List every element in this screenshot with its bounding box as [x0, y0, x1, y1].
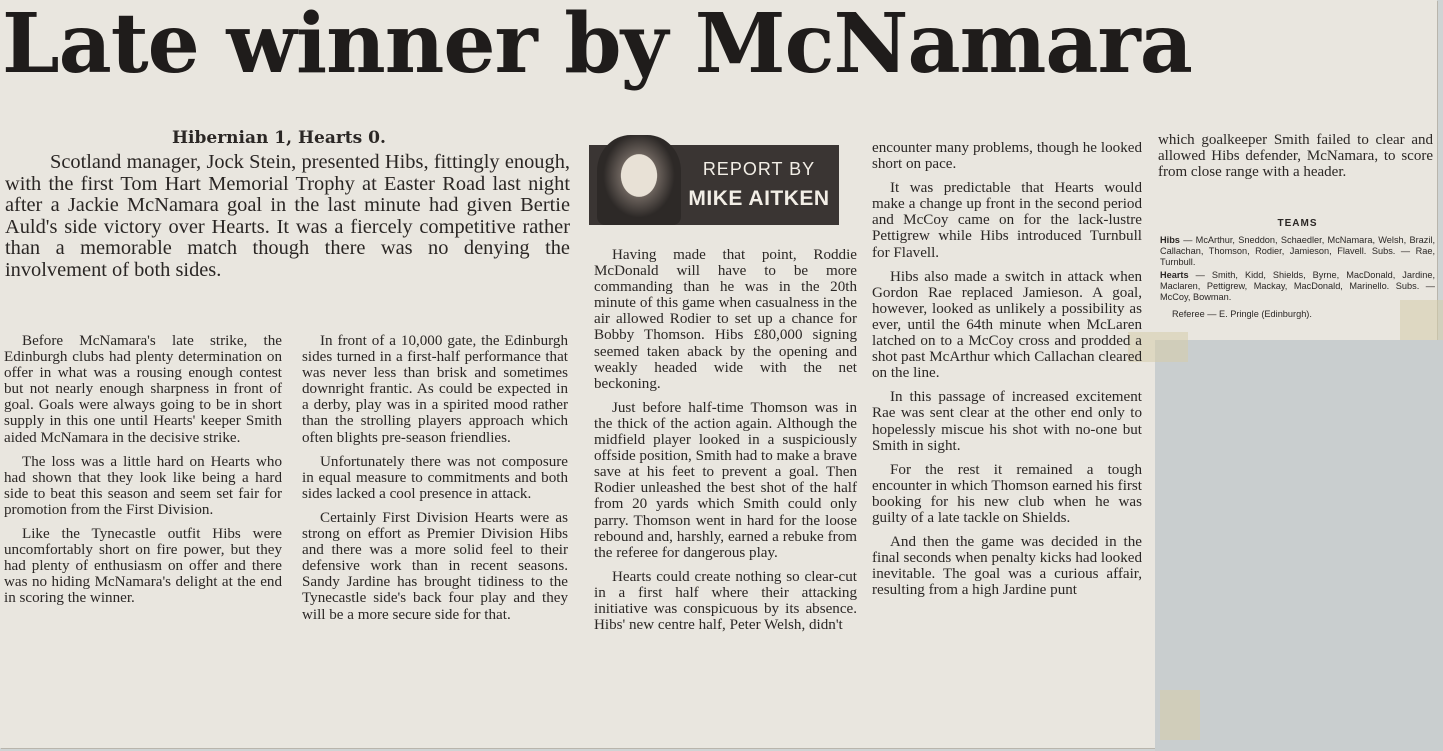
- byline-box: [589, 145, 839, 225]
- paragraph: which goalkeeper Smith failed to clear and allowed Hibs defender, McNamara, to score from close range with a header.: [1158, 132, 1433, 181]
- column-4: [872, 140, 1142, 606]
- paragraph: In front of a 10,000 gate, the Edinburgh sides turned in a first-half performance that was never less than brisk and sometimes downright frantic. As could be expected in a derby, play was in a spirited mood rather than the strolling players approach which often blights pre-season friendlies.: [302, 333, 568, 446]
- hibs-lineup: [1160, 235, 1435, 268]
- paragraph: Unfortunately there was not composure in equal measure to commitments and both sides lacked a cool presence in attack.: [302, 453, 568, 502]
- paragraph: Hibs also made a switch in attack when Gordon Rae replaced Jamieson. A goal, however, looked as unlikely a possibility as ever, until the 64th minute when McLaren latched on to a McCoy cross and prodded a shot past McArthur which Callachan cleared on the line.: [872, 268, 1142, 382]
- hearts-players: — Smith, Kidd, Shields, Byrne, MacDonald, Jardine, Maclaren, Pettigrew, Mackay, MacDonald, Marinello. Subs. — McCoy, Bowman.: [1160, 270, 1435, 302]
- paragraph: Before McNamara's late strike, the Edinburgh clubs had plenty determination on offer in what was a rousing enough contest but not nearly enough sharpness in front of goal. Goals were always going to be in short supply in this one until Hearts' keeper Smith aided McNamara in the decisive strike.: [4, 333, 282, 446]
- column-5: [1158, 132, 1433, 189]
- byline-label: REPORT BY: [702, 159, 816, 179]
- teams-box: [1160, 218, 1435, 322]
- paragraph: Hearts could create nothing so clear-cut in a first half where their attacking initiative was conspicuous by its absence. Hibs' new centre half, Peter Welsh, didn't: [594, 568, 857, 634]
- column-2: [302, 333, 568, 631]
- teams-title: TEAMS: [1277, 218, 1318, 229]
- subhead: Hibernian 1, Hearts 0.: [172, 128, 386, 148]
- paragraph: In this passage of increased excitement Rae was sent clear at the other end only to hopelessly miscue his shot with no-one but Smith in sight.: [872, 389, 1142, 454]
- hibs-players: — McArthur, Sneddon, Schaedler, McNamara, Welsh, Brazil, Callachan, Thomson, Rodier, Jamieson, Flavell. Subs. — Rae, Turnbull.: [1160, 235, 1435, 267]
- intro-paragraph: Scotland manager, Jock Stein, presented Hibs, fittingly enough, with the first Tom Hart Memorial Trophy at Easter Road last night after a Jackie McNamara goal in the last minute had given Bertie Auld's side victory over Hearts. It was a fiercely competitive rather than a memorable match though there was no denying the involvement of both sides.: [5, 151, 570, 281]
- byline-name: MIKE AITKEN: [688, 187, 830, 210]
- paragraph: The loss was a little hard on Hearts who had shown that they look like being a hard side to beat this season and seem set fair for promotion from the First Division.: [4, 453, 282, 518]
- hearts-lineup: [1160, 270, 1435, 303]
- paragraph: Like the Tynecastle outfit Hibs were uncomfortably short on fire power, but they had plenty of enthusiasm on offer and there was no hiding McNamara's delight at the end in scoring the winner.: [4, 526, 282, 607]
- column-1: [4, 333, 282, 615]
- tape-strip: [1160, 690, 1200, 740]
- paragraph: Certainly First Division Hearts were as strong on effort as Premier Division Hibs and there was a more solid feel to their defensive work than in recent seasons. Sandy Jardine has brought tidiness to the Tynecastle side's back four play and they will be a more secure side for that.: [302, 509, 568, 623]
- paragraph: For the rest it remained a tough encounter in which Thomson earned his first booking for his new club when he was guilty of a late tackle on Shields.: [872, 461, 1142, 526]
- headline: Late winner by McNamara: [2, 0, 1192, 92]
- hearts-label: Hearts: [1160, 270, 1189, 280]
- paragraph: It was predictable that Hearts would make a change up front in the second period and McCoy came on for the lack-lustre Pettigrew while Hibs introduced Turnbull for Flavell.: [872, 180, 1142, 261]
- column-3: [594, 247, 857, 641]
- referee-line: Referee — E. Pringle (Edinburgh).: [1172, 309, 1312, 319]
- hibs-label: Hibs: [1160, 235, 1180, 245]
- paragraph: encounter many problems, though he looked short on pace.: [872, 140, 1142, 173]
- paragraph: And then the game was decided in the final seconds when penalty kicks had looked inevitable. The goal was a curious affair, resulting from a high Jardine punt: [872, 534, 1142, 599]
- paragraph: Just before half-time Thomson was in the thick of the action again. Although the midfield player looked in a suspiciously offside position, Smith had to make a brave save at his feet to prevent a goal. Then Rodier unleashed the best shot of the half from 20 yards which Smith could only parry. Thomson went in hard for the loose rebound and, harshly, earned a rebuke from the referee for dangerous play.: [594, 399, 857, 561]
- author-photo: [597, 135, 681, 225]
- paragraph: Having made that point, Roddie McDonald will have to be more commanding than he was in the 20th minute of this game when casualness in the air allowed Rodier to set up a chance for Bobby Thomson. Hibs £80,000 signing seemed taken aback by the opening and weakly headed wide with the net beckoning.: [594, 247, 857, 392]
